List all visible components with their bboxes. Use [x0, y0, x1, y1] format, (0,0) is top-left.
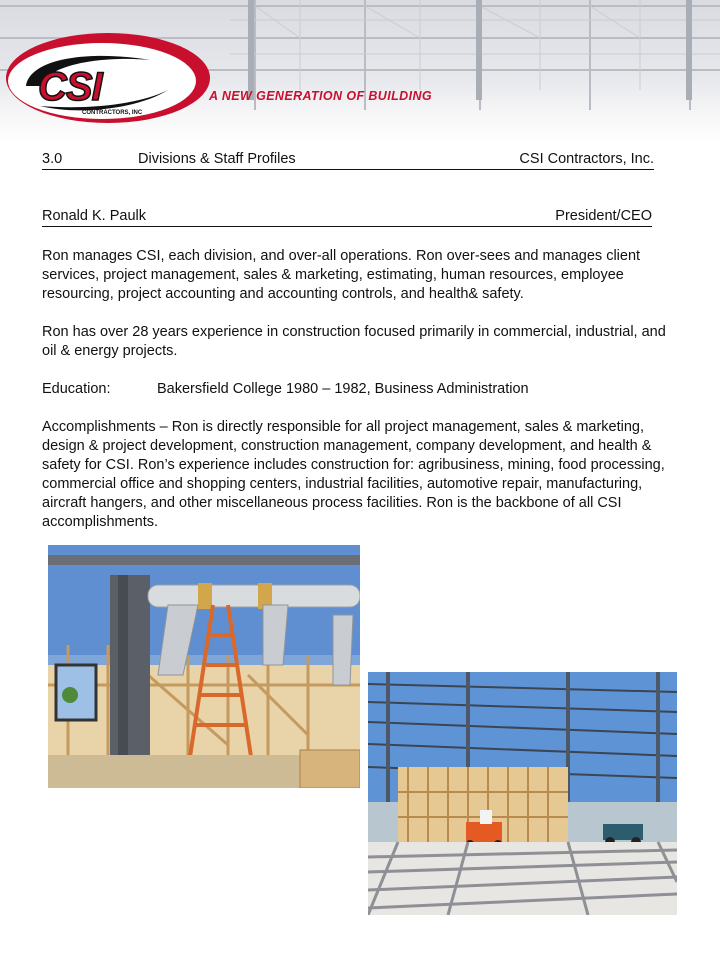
document-body — [42, 150, 682, 532]
svg-text:CONTRACTORS, INC: CONTRACTORS, INC — [82, 110, 143, 116]
section-company: CSI Contractors, Inc. — [519, 151, 654, 167]
photo-interior-framing — [48, 545, 360, 788]
company-tagline: A NEW GENERATION OF BUILDING — [209, 89, 432, 103]
photo-steel-building — [368, 672, 677, 915]
svg-text:CSI: CSI — [38, 65, 102, 109]
profile-name: Ronald K. Paulk — [42, 208, 146, 224]
education-label: Education: — [42, 381, 111, 397]
csi-logo — [0, 28, 215, 133]
section-number: 3.0 — [42, 151, 63, 167]
profile-header — [42, 207, 652, 227]
education-line — [42, 380, 682, 399]
profile-position: President/CEO — [555, 208, 652, 224]
profile-paragraph-responsibilities: Ron manages CSI, each division, and over-all operations. Ron over-sees and manages client services, project management, sales & marketing, estimating, human resources, employee resourcing, project accounting and accounting controls, and health& safety. — [42, 248, 641, 302]
profile-paragraph-accomplishments: Accomplishments – Ron is directly responsible for all project management, sales & marketing, design & project development, construction management, company development, and health & safety for CSI. Ron’s experience includes construction for: agribusiness, mining, food processing, commercial office and shopping centers, industrial facilities, automotive repair, manufacturing, aircraft hangers, and other miscellaneous process facilities. Ron is the backbone of all CSI accomplishments. — [42, 419, 665, 530]
section-title: Divisions & Staff Profiles — [138, 151, 296, 167]
education-value: Bakersfield College 1980 – 1982, Business Administration — [157, 381, 529, 397]
profile-paragraph-experience: Ron has over 28 years experience in construction focused primarily in commercial, industrial, and oil & energy projects. — [42, 324, 666, 359]
section-header — [42, 150, 654, 170]
header-banner — [0, 0, 720, 142]
